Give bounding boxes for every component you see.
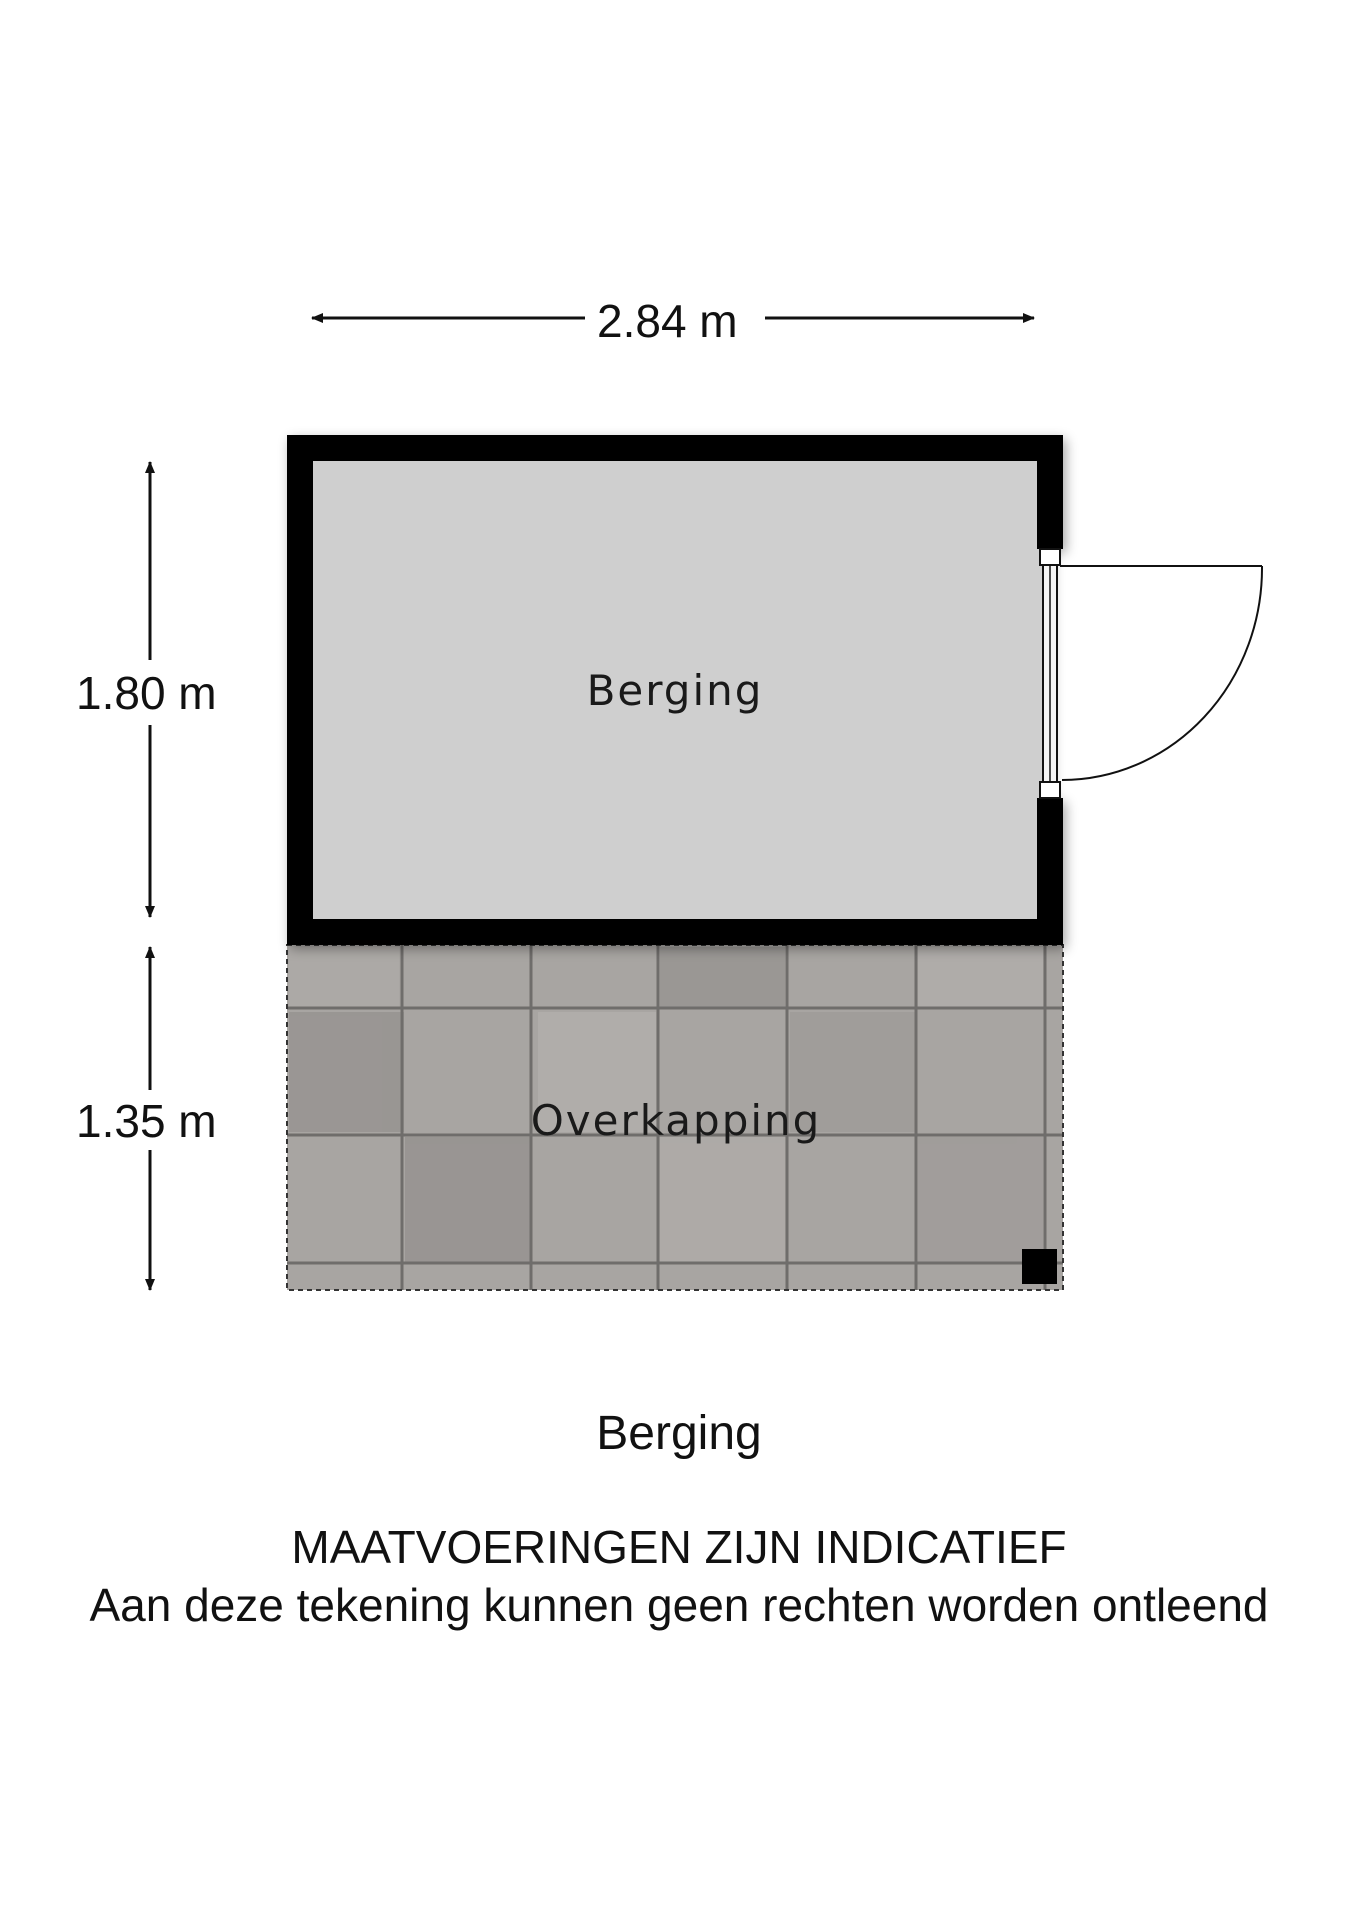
support-post — [1022, 1249, 1057, 1284]
overkapping-depth-label: 1.35 m — [76, 1095, 217, 1147]
door-swing-arc — [1062, 566, 1262, 780]
width-dimension-label: 2.84 m — [597, 295, 738, 347]
disclaimer-title: MAATVOERINGEN ZIJN INDICATIEF — [291, 1521, 1067, 1573]
door — [1040, 549, 1262, 798]
berging-depth-label: 1.80 m — [76, 667, 217, 719]
overkapping-room-label: Overkapping — [530, 1096, 822, 1145]
floor-name-caption: Berging — [596, 1407, 762, 1460]
berging-room-label: Berging — [586, 666, 764, 715]
disclaimer-text: Aan deze tekening kunnen geen rechten worden ontleend — [89, 1579, 1269, 1631]
